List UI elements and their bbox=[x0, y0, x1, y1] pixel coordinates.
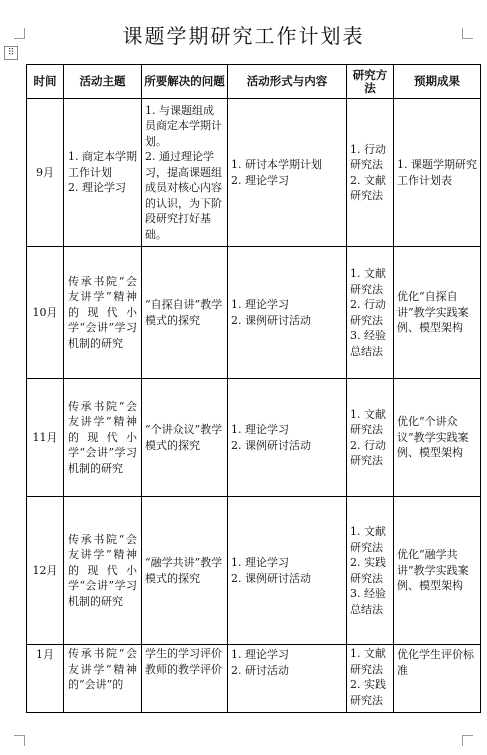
table-header-row bbox=[27, 65, 481, 99]
table-row bbox=[27, 645, 481, 713]
cell-month: 9月 bbox=[27, 99, 64, 247]
header-method: 研究方法 bbox=[347, 65, 394, 99]
cell-method bbox=[347, 99, 394, 247]
crop-mark-bottom-left bbox=[14, 735, 25, 746]
problem-line: “个讲众议”教学模式的探究 bbox=[145, 423, 223, 452]
cell-theme bbox=[64, 247, 142, 379]
outcome-line: 1. 课题学期研究工作计划表 bbox=[397, 158, 477, 187]
table-row bbox=[27, 99, 481, 247]
header-activity: 活动形式与内容 bbox=[228, 65, 347, 99]
cell-month: 12月 bbox=[27, 497, 64, 645]
cell-outcome bbox=[394, 247, 481, 379]
cell-problem bbox=[142, 247, 228, 379]
activity-line: 1. 理论学习 bbox=[231, 556, 289, 569]
cell-outcome bbox=[394, 99, 481, 247]
cell-activity bbox=[228, 379, 347, 497]
problem-line: “融学共讲”教学模式的探究 bbox=[145, 556, 223, 585]
cell-activity bbox=[228, 99, 347, 247]
problem-line: 1. 与课题组成员商定本学期计划。 bbox=[145, 103, 222, 148]
outcome-line: 优化“融学共讲”教学实践案例、模型架构 bbox=[397, 548, 469, 593]
activity-line: 2. 理论学习 bbox=[231, 173, 289, 187]
activity-line: 1. 理论学习 bbox=[231, 298, 289, 311]
outcome-line: 优化“个讲众议”教学实践案例、模型架构 bbox=[397, 415, 469, 460]
method-line: 2. 行动研究法 bbox=[350, 298, 386, 327]
header-time: 时间 bbox=[27, 65, 64, 99]
cell-month: 11月 bbox=[27, 379, 64, 497]
activity-line: 2. 课例研讨活动 bbox=[231, 438, 311, 452]
crop-mark-bottom-right bbox=[462, 735, 473, 746]
activity-line: 1. 理论学习 bbox=[231, 423, 289, 436]
header-theme: 活动主题 bbox=[64, 65, 142, 99]
activity-line: 2. 课例研讨活动 bbox=[231, 571, 311, 585]
cell-problem bbox=[142, 497, 228, 645]
cell-theme bbox=[64, 645, 142, 713]
method-line: 1. 行动研究法 bbox=[350, 142, 386, 171]
method-line: 2. 实践研究法 bbox=[350, 556, 386, 585]
theme-line: 传承书院“会友讲学”精神的现代小学“会讲”学习机制的研究 bbox=[68, 274, 137, 350]
outcome-line: 优化“自探自讲”教学实践案例、模型架构 bbox=[397, 290, 469, 335]
method-line: 1. 文献研究法 bbox=[350, 267, 386, 296]
cell-activity bbox=[228, 497, 347, 645]
cell-month: 10月 bbox=[27, 247, 64, 379]
page-title: 课题学期研究工作计划表 bbox=[122, 24, 365, 48]
activity-line: 2. 研讨活动 bbox=[231, 663, 289, 677]
table-row bbox=[27, 497, 481, 645]
outcome-line: 优化学生评价标准 bbox=[397, 648, 474, 677]
cell-theme bbox=[64, 99, 142, 247]
table-row bbox=[27, 247, 481, 379]
method-line: 1. 文献研究法 bbox=[350, 407, 386, 436]
plan-table bbox=[26, 64, 481, 713]
theme-line: 传承书院“会友讲学”精神的“会讲”的 bbox=[68, 647, 137, 691]
theme-line: 2. 理论学习 bbox=[68, 181, 126, 195]
cell-activity bbox=[228, 645, 347, 713]
problem-line: 学生的学习评价 bbox=[145, 647, 222, 660]
method-line: 3. 经验总结法 bbox=[350, 329, 386, 358]
cell-theme bbox=[64, 497, 142, 645]
cell-outcome bbox=[394, 497, 481, 645]
method-line: 1. 文献研究法 bbox=[350, 525, 386, 554]
activity-line: 1. 研讨本学期计划 bbox=[231, 158, 322, 171]
cell-problem bbox=[142, 379, 228, 497]
activity-line: 1. 理论学习 bbox=[231, 648, 289, 661]
method-line: 3. 经验总结法 bbox=[350, 587, 386, 616]
cell-method bbox=[347, 247, 394, 379]
crop-mark-top-left bbox=[14, 28, 25, 39]
cell-outcome bbox=[394, 645, 481, 713]
cell-activity bbox=[228, 247, 347, 379]
problem-line: 2. 通过理论学习，提高课题组成员对核心内容的认识，为下阶段研究打好基础。 bbox=[145, 150, 222, 241]
theme-line: 传承书院“会友讲学”精神的现代小学“会讲”学习机制的研究 bbox=[68, 399, 137, 475]
method-line: 1. 文献研究法 bbox=[350, 647, 386, 676]
method-line: 2. 实践研究法 bbox=[350, 678, 386, 707]
theme-line: 1. 商定本学期工作计划 bbox=[68, 150, 137, 179]
table-move-handle-icon[interactable]: ⠿ bbox=[4, 46, 18, 60]
table-body bbox=[27, 99, 481, 713]
table-row bbox=[27, 379, 481, 497]
cell-theme bbox=[64, 379, 142, 497]
problem-line: 教师的教学评价 bbox=[145, 662, 222, 676]
cell-method bbox=[347, 645, 394, 713]
cell-method bbox=[347, 379, 394, 497]
cell-method bbox=[347, 497, 394, 645]
theme-line: 传承书院“会友讲学”精神的现代小学“会讲”学习机制的研究 bbox=[68, 532, 137, 608]
cell-outcome bbox=[394, 379, 481, 497]
method-line: 2. 行动研究法 bbox=[350, 438, 386, 467]
crop-mark-top-right bbox=[462, 28, 473, 39]
header-problem: 所要解决的问题 bbox=[142, 65, 228, 99]
method-line: 2. 文献研究法 bbox=[350, 173, 386, 202]
cell-problem bbox=[142, 645, 228, 713]
header-outcome: 预期成果 bbox=[394, 65, 481, 99]
cell-month: 1月 bbox=[27, 645, 64, 713]
activity-line: 2. 课例研讨活动 bbox=[231, 313, 311, 327]
cell-problem bbox=[142, 99, 228, 247]
problem-line: “自探自讲”教学模式的探究 bbox=[145, 298, 223, 327]
